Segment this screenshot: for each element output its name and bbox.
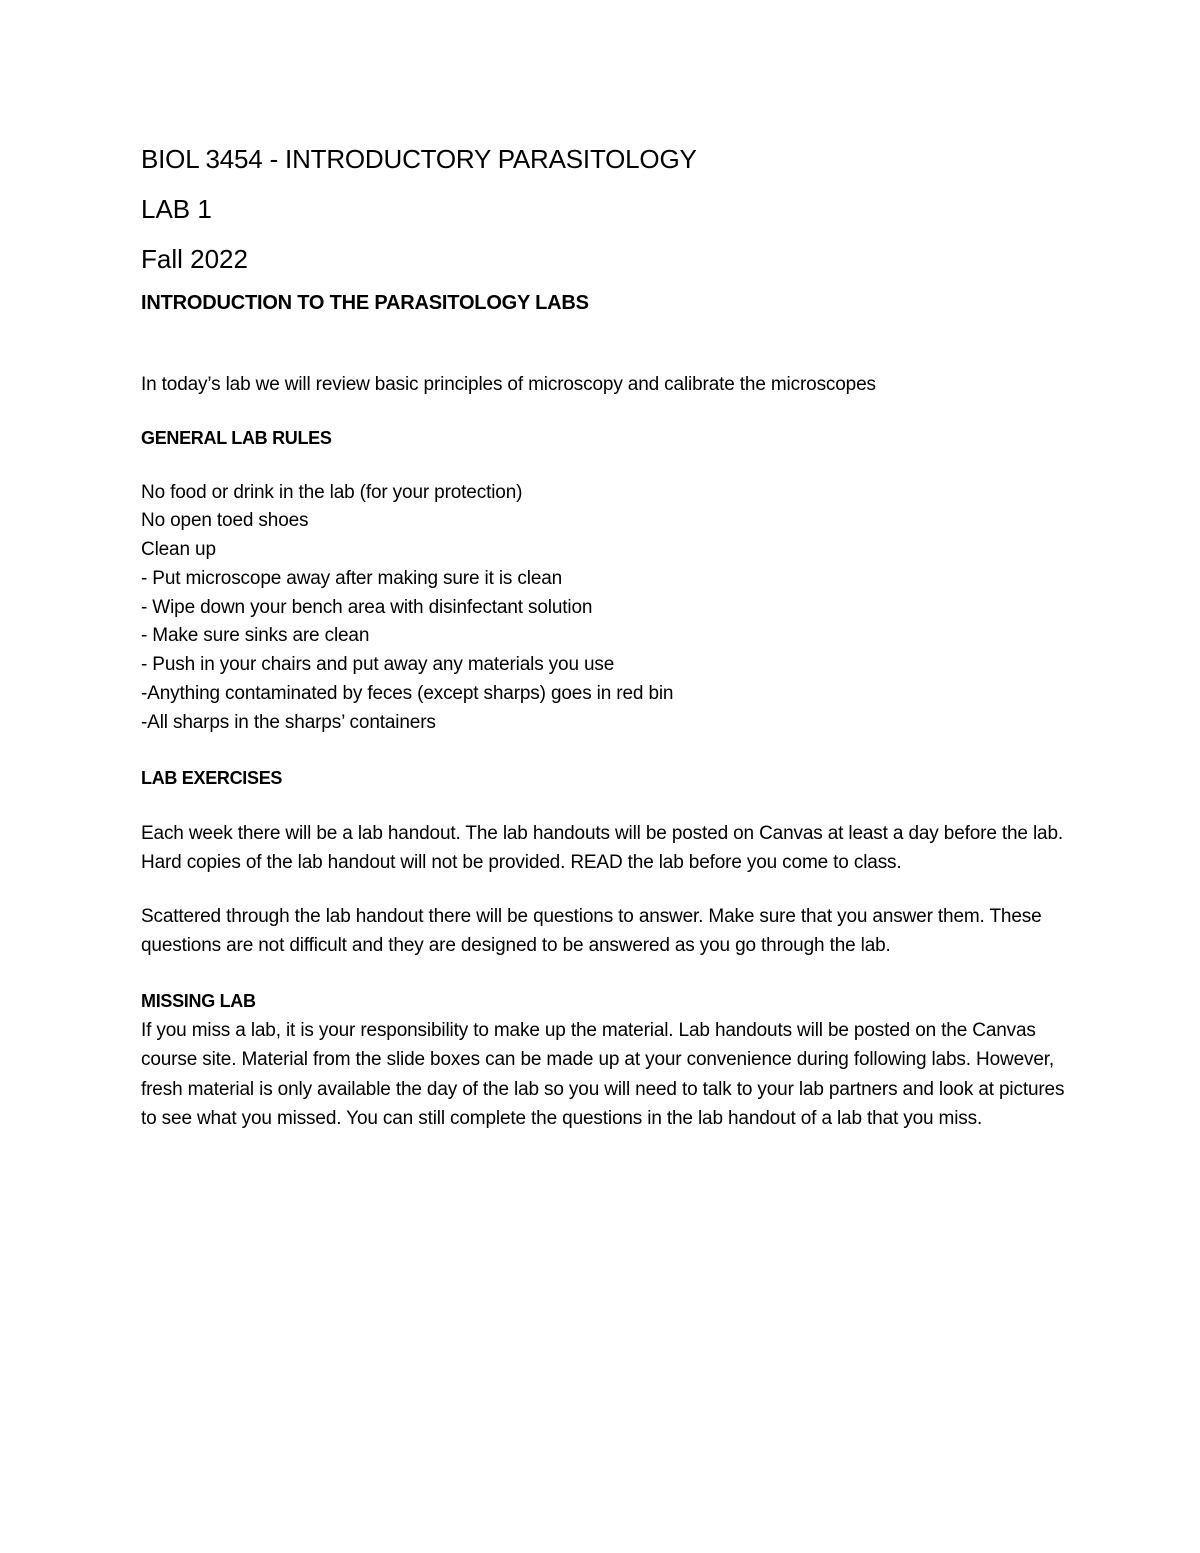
rule-item: No open toed shoes [141,510,309,532]
rule-item: -All sharps in the sharps’ containers [141,711,436,733]
section-title: INTRODUCTION TO THE PARASITOLOGY LABS [141,292,589,314]
rule-item: Clean up [141,539,216,561]
exercises-heading: LAB EXERCISES [141,767,283,788]
rule-item: -Anything contaminated by feces (except sharps) goes in red bin [141,683,674,705]
rules-list [141,479,1071,738]
term: Fall 2022 [141,244,248,274]
rule-item: No food or drink in the lab (for your protection) [141,481,523,503]
document-content [141,140,1071,1134]
lab-number: LAB 1 [141,194,212,224]
rules-heading: GENERAL LAB RULES [141,427,332,448]
rule-item: - Wipe down your bench area with disinfectant solution [141,596,593,618]
rule-item: - Put microscope away after making sure it is clean [141,567,563,589]
intro-paragraph: In today’s lab we will review basic principles of microscopy and calibrate the microscopes [141,374,876,395]
rule-item: - Make sure sinks are clean [141,625,370,647]
course-title: BIOL 3454 - INTRODUCTORY PARASITOLOGY [141,144,697,174]
missing-lab-heading: MISSING LAB [141,990,256,1011]
missing-lab-paragraph: If you miss a lab, it is your responsibility to make up the material. Lab handouts will be posted on the Canvas course site. Material from the slide boxes can be made up at your convenience during following labs. However, fresh material is only available the day of the lab so you will need to talk to your lab partners and look at pictures to see what you missed. You can still complete the questions in the lab handout of a lab that you miss. [141,1019,1065,1130]
exercises-paragraph-2: Scattered through the lab handout there will be questions to answer. Make sure that you answer them. These questions are not difficult and they are designed to be answered as you go through the lab. [141,905,1042,957]
exercises-paragraph-1: Each week there will be a lab handout. The lab handouts will be posted on Canvas at least a day before the lab. Hard copies of the lab handout will not be provided. READ the lab before you come to class. [141,822,1064,874]
rule-item: - Push in your chairs and put away any materials you use [141,654,615,676]
